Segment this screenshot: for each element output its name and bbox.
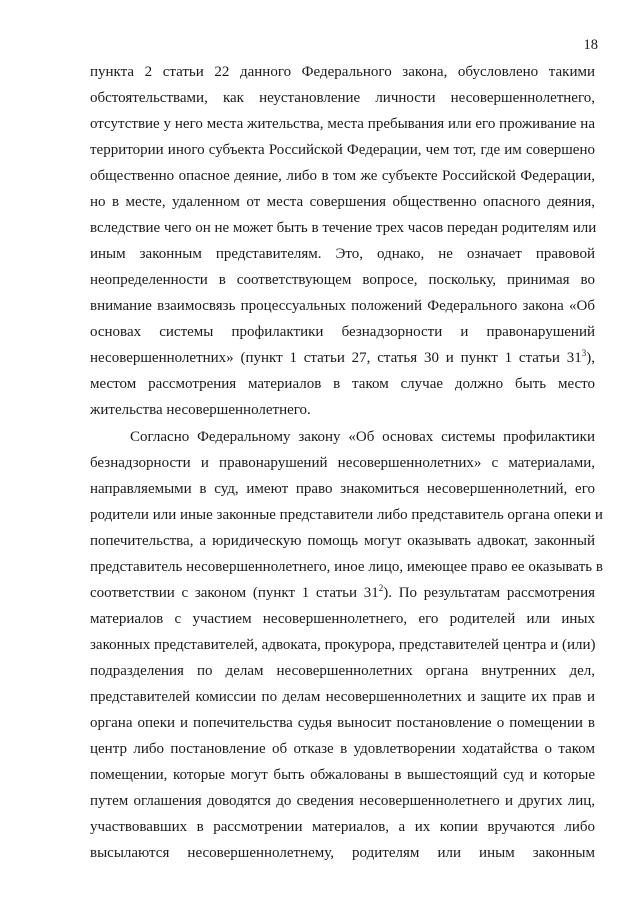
text-segment: несовершеннолетних» (пункт 1 статьи 27, статья 30 и пункт 1 статьи 31 <box>90 350 582 366</box>
text-line: обстоятельствами, как неустановление личности несовершеннолетнего, <box>90 90 595 106</box>
text-line: неопределенности в соответствующем вопросе, поскольку, принимая во <box>90 272 595 288</box>
text-line: путем оглашения доводятся до сведения несовершеннолетнего и других лиц, <box>90 793 595 809</box>
text-segment: ), <box>586 350 595 366</box>
text-line: территории иного субъекта Российской Федерации, чем тот, где им совершено <box>90 142 595 158</box>
text-segment: соответствии с законом (пункт 1 статьи 31 <box>90 585 379 601</box>
text-line: законных представителей, адвоката, прокурора, представителей центра и (или) <box>90 637 596 653</box>
text-line: внимание взаимосвязь процессуальных положений Федерального закона «Об <box>90 298 595 314</box>
text-line: органа опеки и попечительства судья выносит постановление о помещении в <box>90 715 595 731</box>
text-line: вследствие чего он не может быть в течение трех часов передан родителям или <box>90 220 597 236</box>
text-line: материалов с участием несовершеннолетнего, его родителей или иных <box>90 611 595 627</box>
text-line: безнадзорности и правонарушений несовершеннолетних» с материалами, <box>90 455 595 471</box>
text-line: помещении, которые могут быть обжалованы в вышестоящий суд и которые <box>90 767 595 783</box>
text-line: отсутствие у него места жительства, места пребывания или его проживание на <box>90 116 595 132</box>
text-line: общественно опасное деяние, либо в том же субъекте Российской Федерации, <box>90 168 595 184</box>
text-line: направляемыми в суд, имеют право знакомиться несовершеннолетний, его <box>90 481 595 497</box>
text-line: иным законным представителям. Это, однако, не означает правовой <box>90 246 595 262</box>
page-number: 18 <box>583 37 598 53</box>
text-line: жительства несовершеннолетнего. <box>90 402 311 418</box>
text-line: местом рассмотрения материалов в таком случае должно быть место <box>90 376 595 392</box>
text-segment: ). По результатам рассмотрения <box>383 585 595 601</box>
footnote-marker: 3 <box>581 348 587 358</box>
text-line: представитель несовершеннолетнего, иное лицо, имеющее право ее оказывать в <box>90 559 603 575</box>
text-line <box>90 580 595 606</box>
text-line: родители или иные законные представители либо представитель органа опеки и <box>90 507 603 523</box>
text-line: участвовавших в рассмотрении материалов, а их копии вручаются либо <box>90 819 595 835</box>
text-line: высылаются несовершеннолетнему, родителям или иным законным <box>90 845 595 861</box>
text-line: но в месте, удаленном от места совершения общественно опасного деяния, <box>90 194 595 210</box>
text-line: попечительства, а юридическую помощь могут оказывать адвокат, законный <box>90 533 595 549</box>
text-line: основах системы профилактики безнадзорности и правонарушений <box>90 324 595 340</box>
text-line: Согласно Федеральному закону «Об основах системы профилактики <box>130 429 595 445</box>
text-line: представителей комиссии по делам несовершеннолетних и защите их прав и <box>90 689 595 705</box>
text-line: подразделения по делам несовершеннолетних органа внутренних дел, <box>90 663 595 679</box>
footnote-marker: 2 <box>378 583 384 593</box>
text-line: пункта 2 статьи 22 данного Федерального закона, обусловлено такими <box>90 64 595 80</box>
text-line: центр либо постановление об отказе в удовлетворении ходатайства о таком <box>90 741 595 757</box>
text-line <box>90 345 595 371</box>
